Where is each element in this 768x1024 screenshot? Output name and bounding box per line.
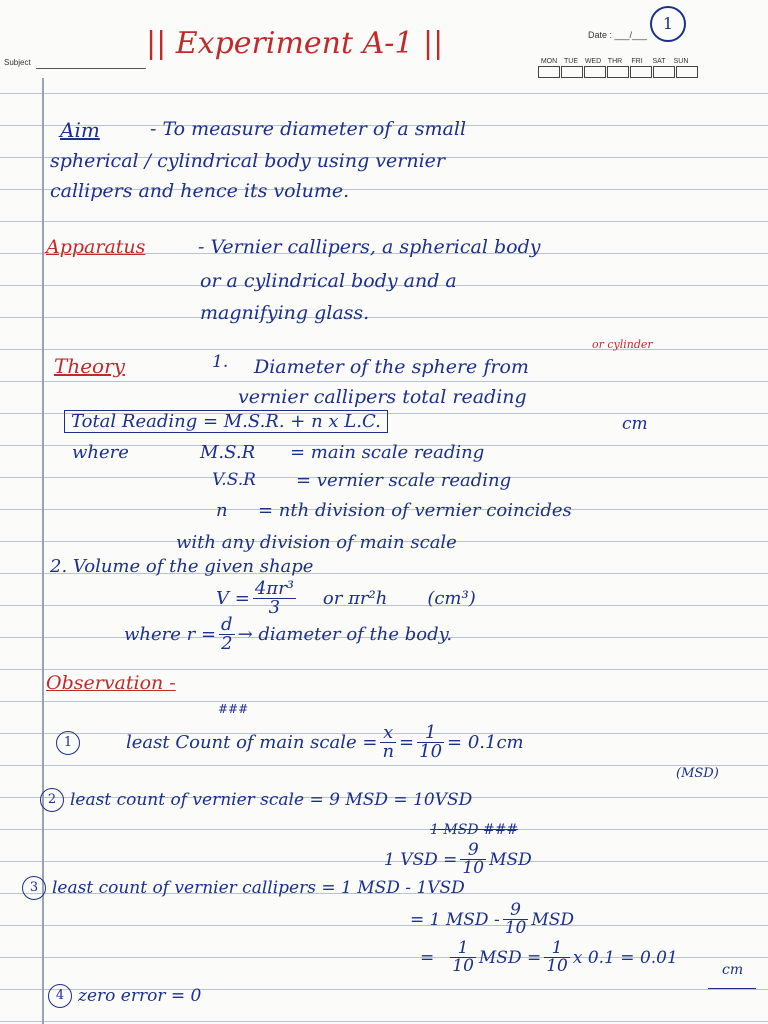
day-label: WED	[584, 58, 602, 65]
obs-1-unit: (MSD)	[676, 766, 719, 781]
theory-point-2: 2. Volume of the given shape	[50, 556, 314, 577]
page-number: 1	[650, 6, 686, 42]
obs-2-frac-num: 9	[460, 842, 486, 860]
radius-denominator: 2	[221, 633, 233, 654]
apparatus-line-3: magnifying glass.	[200, 302, 370, 324]
day-label: FRI	[631, 58, 643, 65]
obs-1-text: least Count of main scale =	[126, 732, 378, 753]
theory-point-number: 1.	[212, 352, 229, 372]
obs-3-l3c: x 0.1 = 0.01	[572, 947, 678, 968]
obs-3-frac4-num: 1	[544, 940, 570, 958]
obs-3-line-3	[420, 940, 678, 975]
obs-3-l3b: MSD =	[478, 947, 542, 968]
aim-line-2: spherical / cylindrical body using vernier	[50, 150, 445, 172]
obs-3-line-2	[410, 902, 574, 937]
radius-relation	[124, 616, 452, 653]
radius-numerator: d	[221, 614, 233, 635]
obs-3-text: least count of vernier callipers = 1 MSD - 1VSD	[52, 878, 465, 898]
obs-3-frac-num: 9	[503, 902, 529, 920]
observation-heading: Observation -	[46, 672, 176, 694]
where-label: where	[72, 442, 129, 463]
total-reading-formula: Total Reading = M.S.R. + n x L.C.	[64, 410, 388, 433]
experiment-title: || Experiment A-1 ||	[146, 26, 444, 61]
volume-numerator: 4πr³	[254, 578, 294, 599]
volume-alt: or πr²h	[322, 588, 388, 609]
obs-3-fraction	[503, 902, 529, 937]
obs-2-fraction	[460, 842, 486, 877]
obs-3-line2-text: = 1 MSD -	[410, 909, 500, 930]
day-label: MON	[540, 58, 558, 65]
obs-3-frac3-den: 10	[452, 956, 474, 976]
obs-1	[56, 724, 524, 761]
obs-3-frac4-den: 10	[546, 956, 568, 976]
obs-1-fraction	[380, 724, 396, 761]
volume-unit: (cm³)	[427, 588, 476, 609]
obs-3-number: 3	[22, 876, 46, 900]
day-label: TUE	[564, 58, 578, 65]
volume-fraction	[253, 580, 296, 617]
theory-note: or cylinder	[592, 338, 653, 351]
radius-fraction	[219, 616, 235, 653]
obs-2-text: least count of vernier scale = 9 MSD = 10VSD	[70, 790, 473, 810]
weekday-labels	[538, 58, 692, 65]
apparatus-line-1: - Vernier callipers, a spherical body	[198, 236, 541, 258]
def-vsr-symbol: V.S.R	[212, 470, 256, 490]
def-msr-symbol: M.S.R	[200, 442, 256, 463]
day-label: THR	[607, 58, 623, 65]
obs-3-fraction-4	[544, 940, 570, 975]
obs-1-fraction-2	[417, 724, 444, 761]
volume-formula	[216, 580, 476, 617]
where2-label: where r =	[124, 624, 217, 645]
obs-4-text: zero error = 0	[78, 986, 202, 1006]
theory-line-1: Diameter of the sphere from	[254, 356, 529, 378]
subject-line	[36, 68, 146, 69]
obs-3-l3a: =	[420, 947, 435, 968]
obs-3-frac3-num: 1	[450, 940, 476, 958]
observation-mark: ###	[218, 702, 249, 716]
aim-line-3: callipers and hence its volume.	[50, 180, 350, 202]
obs-3-unit: cm	[722, 962, 744, 978]
obs-1-number: 1	[56, 731, 80, 755]
day-label: SUN	[673, 58, 689, 65]
def-n-text-cont: with any division of main scale	[176, 532, 457, 553]
obs-1-frac2-den: 10	[419, 741, 443, 762]
obs-2-struck: 1 MSD ###	[430, 822, 519, 838]
volume-lhs: V =	[216, 588, 250, 609]
theory-line-2: vernier callipers total reading	[238, 386, 527, 408]
obs-3-msd: MSD	[531, 909, 575, 930]
obs-2-number: 2	[40, 788, 64, 812]
obs-1-eq: =	[399, 732, 415, 753]
obs-3-frac-den: 10	[504, 918, 527, 938]
def-msr-text: = main scale reading	[290, 442, 485, 463]
def-vsr-text: = vernier scale reading	[296, 470, 512, 491]
obs-2-line-2	[384, 842, 532, 877]
unit-underline	[708, 988, 756, 989]
obs-4	[48, 984, 201, 1008]
obs-1-frac-num: x	[380, 724, 396, 743]
obs-3-fraction-3	[450, 940, 476, 975]
subject-label: Subject	[4, 58, 31, 67]
aim-heading: Aim	[60, 118, 100, 142]
obs-2	[40, 788, 472, 812]
theory-heading: Theory	[54, 354, 125, 378]
volume-denominator: 3	[268, 597, 281, 618]
obs-1-frac2-num: 1	[417, 724, 444, 743]
obs-1-frac-den: n	[382, 741, 395, 762]
obs-3	[22, 876, 465, 900]
aim-line-1: - To measure diameter of a small	[150, 118, 467, 140]
radius-text: → diameter of the body.	[237, 624, 453, 645]
obs-2-frac-den: 10	[462, 858, 485, 878]
obs-4-number: 4	[48, 984, 72, 1008]
obs-2-msd: MSD	[489, 849, 532, 870]
day-label: SAT	[652, 58, 666, 65]
obs-1-result: = 0.1cm	[447, 732, 524, 753]
def-n-symbol: n	[216, 500, 228, 521]
date-label: Date : ___/___	[588, 30, 648, 40]
apparatus-line-2: or a cylindrical body and a	[200, 270, 457, 292]
def-n-text: = nth division of vernier coincides	[258, 500, 572, 521]
obs-2-vsd: 1 VSD =	[384, 849, 458, 870]
weekday-boxes	[538, 66, 699, 78]
apparatus-heading: Apparatus	[46, 236, 146, 258]
formula-unit: cm	[622, 414, 648, 434]
